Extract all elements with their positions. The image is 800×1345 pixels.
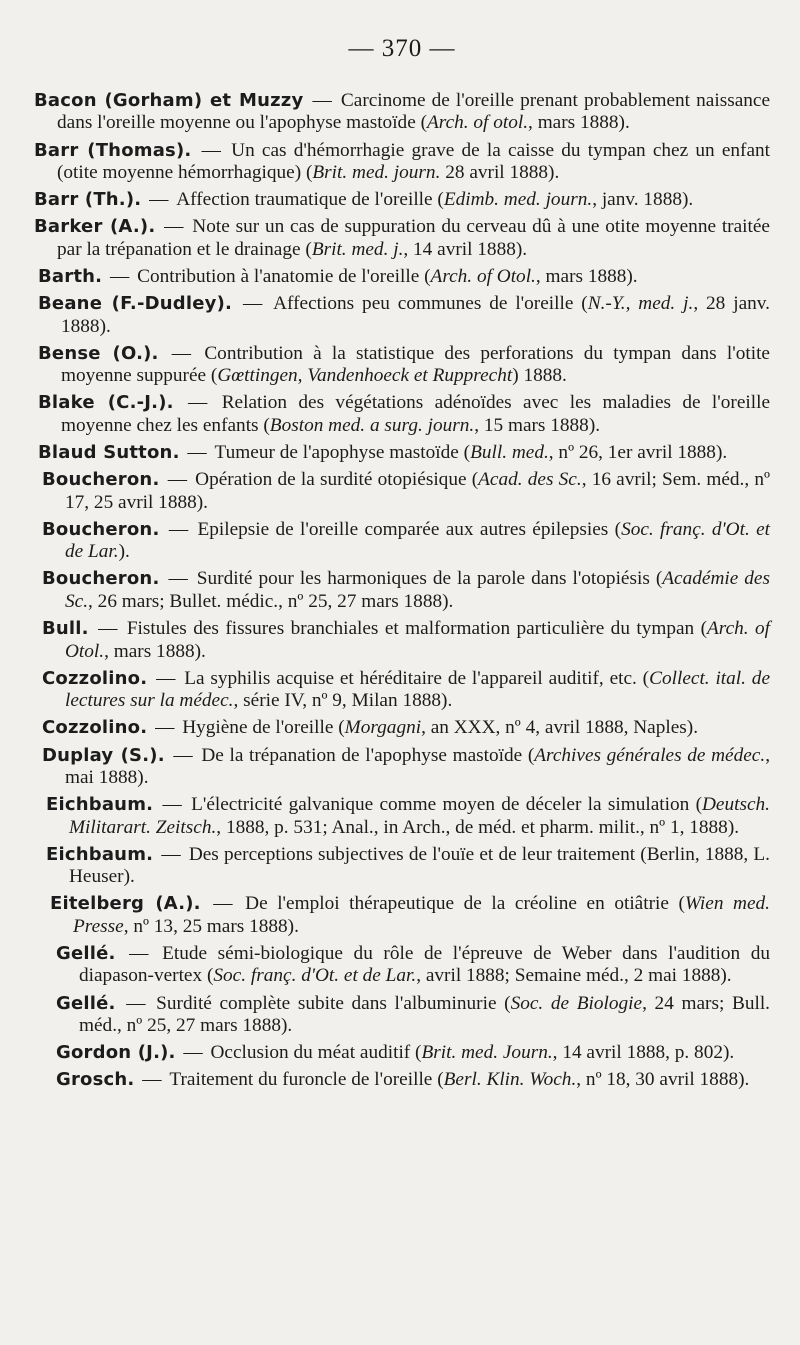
- entry-title: La syphilis acquise et héréditaire de l'appareil auditif, etc. (: [184, 667, 650, 689]
- entry-dash-separator: —: [162, 469, 193, 491]
- entry-title: Epilepsie de l'oreille comparée aux autres épilepsies (: [197, 518, 622, 540]
- entry-dash-separator: —: [161, 342, 202, 364]
- bibliography-entry: [46, 794, 770, 839]
- bibliography-entry: [56, 943, 770, 988]
- bibliography-entry: [42, 519, 770, 564]
- bibliography-entry: [50, 893, 770, 938]
- entry-dash-separator: —: [158, 216, 190, 238]
- entry-author: Boucheron.: [42, 568, 160, 590]
- bibliography-entry: [34, 140, 770, 185]
- entry-author: Gellé.: [56, 992, 116, 1014]
- entry-source: N.-Y., med. j.: [587, 293, 694, 315]
- entry-title: Carcinome de l'oreille prenant probablement naissance dans l'oreille moyenne ou l'apophyse mastoïde (: [57, 90, 771, 134]
- entry-date: , nº 18, 30 avril 1888).: [576, 1069, 750, 1091]
- entry-title: Opération de la surdité otopiésique (: [195, 469, 479, 491]
- entry-date: , mars 1888).: [528, 112, 630, 134]
- entry-dash-separator: —: [156, 843, 186, 865]
- entry-date: , 28 janv. 1888).: [61, 293, 770, 337]
- page-number: — 370 —: [348, 35, 456, 62]
- entry-source: Wien med. Presse: [73, 893, 770, 937]
- entry-author: Bull.: [42, 618, 89, 640]
- entry-author: Gellé.: [56, 942, 116, 964]
- bibliography-list: [34, 90, 770, 1092]
- entry-title: Tumeur de l'apophyse mastoïde (: [214, 442, 471, 464]
- entry-date: , mai 1888).: [65, 744, 771, 788]
- bibliography-entry: [56, 1069, 770, 1091]
- entry-source: Arch. of Otol.: [430, 266, 536, 288]
- entry-title: Relation des végétations adénoïdes avec les maladies de l'oreille moyenne chez les enfants (: [61, 392, 771, 436]
- entry-source: Bull. med.: [470, 442, 549, 464]
- entry-dash-separator: —: [194, 139, 229, 161]
- bibliography-entry: [46, 844, 770, 889]
- entry-dash-separator: —: [162, 518, 195, 540]
- bibliography-entry: [38, 266, 770, 288]
- entry-author: Eichbaum.: [46, 794, 154, 816]
- bibliography-entry: [34, 90, 770, 135]
- entry-author: Eichbaum.: [46, 843, 154, 865]
- entry-source: Brit. med. j.: [311, 238, 404, 260]
- entry-dash-separator: —: [162, 568, 194, 590]
- entry-dash-separator: —: [167, 744, 199, 766]
- bibliography-entry: [34, 189, 770, 211]
- entry-date: , nº 26, 1er avril 1888).: [548, 442, 728, 464]
- entry-source: Soc. franç. d'Ot. et de Lar.: [65, 518, 771, 563]
- entry-dash-separator: —: [176, 392, 219, 414]
- entry-date: , nº 13, 25 mars 1888).: [123, 915, 299, 937]
- entry-author: Bense (O.).: [38, 342, 159, 364]
- entry-author: Gordon (J.).: [56, 1042, 176, 1064]
- entry-date: , mars 1888).: [535, 266, 638, 288]
- entry-dash-separator: —: [235, 293, 271, 315]
- entry-date: , avril 1888; Semaine méd., 2 mai 1888).: [416, 965, 732, 987]
- entry-author: Blake (C.-J.).: [38, 392, 174, 414]
- bibliography-entry: [56, 1042, 770, 1064]
- entry-source: Boston med. a surg. journ.: [269, 414, 475, 436]
- entry-title: De la trépanation de l'apophyse mastoïde (: [201, 744, 535, 766]
- entry-author: Beane (F.-Dudley).: [38, 293, 233, 315]
- entry-author: Barr (Th.).: [34, 189, 142, 211]
- bibliography-entry: [38, 293, 770, 338]
- entry-date: , 1888, p. 531; Anal., in Arch., de méd. et pharm. milit., nº 1, 1888).: [216, 816, 740, 838]
- entry-author: Cozzolino.: [42, 667, 148, 689]
- entry-dash-separator: —: [150, 667, 182, 689]
- entry-date: , 15 mars 1888).: [474, 414, 601, 436]
- entry-title: Note sur un cas de suppuration du cerveau dû à une otite moyenne traitée par la trépanation et le drainage (: [57, 216, 770, 260]
- entry-date: , 16 avril; Sem. méd., nº 17, 25 avril 1888).: [65, 469, 770, 513]
- bibliography-entry: [42, 745, 770, 790]
- entry-date: , an XXX, nº 4, avril 1888, Naples).: [421, 717, 699, 739]
- entry-author: Barr (Thomas).: [34, 139, 192, 161]
- bibliography-entry: [34, 216, 770, 261]
- entry-author: Barth.: [38, 266, 103, 288]
- entry-dash-separator: —: [306, 90, 338, 111]
- entry-date: ) 1888.: [512, 365, 567, 387]
- entry-author: Barker (A.).: [34, 216, 156, 238]
- entry-author: Grosch.: [56, 1069, 135, 1091]
- entry-title: Contribution à la statistique des perforations du tympan dans l'otite moyenne suppurée (: [61, 342, 770, 387]
- entry-title: Occlusion du méat auditif (: [210, 1042, 422, 1064]
- entry-source: Deutsch. Militarart. Zeitsch.: [69, 794, 771, 838]
- entry-source: Brit. med. Journ.: [421, 1042, 553, 1064]
- entry-title: De l'emploi thérapeutique de la créoline en otiâtrie (: [245, 893, 685, 915]
- entry-source: Arch. of Otol.: [65, 618, 770, 662]
- entry-dash-separator: —: [182, 442, 212, 464]
- bibliography-entry: [42, 469, 770, 514]
- bibliography-entry: [38, 343, 770, 388]
- entry-title: Fistules des fissures branchiales et malformation particulière du tympan (: [126, 618, 708, 640]
- entry-author: Boucheron.: [42, 518, 160, 540]
- bibliography-entry: [38, 392, 770, 437]
- entry-source: Académie des Sc.: [65, 568, 770, 612]
- entry-source: Brit. med. journ.: [312, 162, 441, 184]
- entry-title: Etude sémi-biologique du rôle de l'épreuve de Weber dans l'audition du diapason-vertex (: [79, 942, 770, 987]
- entry-date: , mars 1888).: [104, 640, 206, 662]
- entry-dash-separator: —: [156, 794, 189, 816]
- entry-date: 28 avril 1888).: [440, 162, 560, 184]
- entry-source: Arch. of otol.: [427, 112, 529, 134]
- entry-dash-separator: —: [105, 266, 135, 288]
- bibliography-entry: [42, 668, 770, 713]
- entry-author: Duplay (S.).: [42, 744, 165, 766]
- entry-source: Morgagni: [344, 717, 422, 739]
- entry-title: Des perceptions subjectives de l'ouïe et de leur traitement (: [188, 843, 647, 865]
- entry-source: Acad. des Sc.: [478, 469, 582, 491]
- entry-source: Gœttingen, Vandenhoeck et Rupprecht: [217, 365, 513, 387]
- bibliography-entry: [42, 618, 770, 663]
- entry-title: Contribution à l'anatomie de l'oreille (: [137, 266, 431, 288]
- entry-title: Affections peu communes de l'oreille (: [273, 293, 588, 315]
- entry-title: Traitement du furoncle de l'oreille (: [169, 1069, 444, 1091]
- entry-source: Soc. de Biologie: [510, 992, 643, 1014]
- bibliography-entry: [42, 568, 770, 613]
- entry-date: ).: [118, 541, 130, 563]
- entry-dash-separator: —: [91, 618, 124, 640]
- entry-dash-separator: —: [150, 717, 180, 739]
- entry-date: , 26 mars; Bullet. médic., nº 25, 27 mars 1888).: [88, 590, 454, 612]
- entry-author: Cozzolino.: [42, 717, 148, 739]
- entry-source: Archives générales de médec.: [534, 744, 766, 766]
- entry-date: , série IV, nº 9, Milan 1888).: [233, 690, 453, 712]
- entry-dash-separator: —: [178, 1042, 208, 1064]
- entry-title: Surdité complète subite dans l'albuminurie (: [156, 992, 511, 1014]
- entry-source: Collect. ital. de lectures sur la médec.: [65, 667, 770, 712]
- entry-dash-separator: —: [203, 893, 243, 915]
- entry-title: Affection traumatique de l'oreille (: [176, 189, 444, 211]
- entry-dash-separator: —: [144, 189, 174, 211]
- entry-title: Surdité pour les harmoniques de la parole dans l'otopiésis (: [196, 568, 663, 590]
- entry-date: , 14 avril 1888, p. 802).: [552, 1042, 735, 1064]
- entry-source: Berl. Klin. Woch.: [443, 1069, 577, 1091]
- entry-source: Soc. franç. d'Ot. et de Lar.: [213, 965, 417, 987]
- entry-dash-separator: —: [118, 992, 154, 1014]
- bibliography-entry: [42, 717, 770, 739]
- entry-source: Edimb. med. journ.: [443, 189, 593, 211]
- entry-date: , janv. 1888).: [592, 189, 694, 211]
- entry-author: Bacon (Gorham) et Muzzy: [34, 90, 304, 111]
- entry-author: Eitelberg (A.).: [50, 893, 201, 915]
- entry-dash-separator: —: [137, 1069, 167, 1091]
- bibliography-entry: [38, 442, 770, 464]
- entry-date: , 14 avril 1888).: [403, 238, 528, 260]
- entry-date: Berlin, 1888, L. Heuser).: [69, 843, 771, 888]
- entry-author: Boucheron.: [42, 469, 160, 491]
- entry-title: L'électricité galvanique comme moyen de déceler la simulation (: [191, 794, 702, 816]
- bibliography-entry: [56, 993, 770, 1038]
- entry-date: , 24 mars; Bull. méd., nº 25, 27 mars 1888).: [79, 992, 770, 1036]
- entry-author: Blaud Sutton.: [38, 442, 180, 464]
- entry-title: Hygiène de l'oreille (: [182, 717, 345, 739]
- entry-title: Un cas d'hémorrhagie grave de la caisse du tympan chez un enfant (otite moyenne hémorrhagique) (: [57, 139, 771, 184]
- entry-dash-separator: —: [118, 942, 160, 964]
